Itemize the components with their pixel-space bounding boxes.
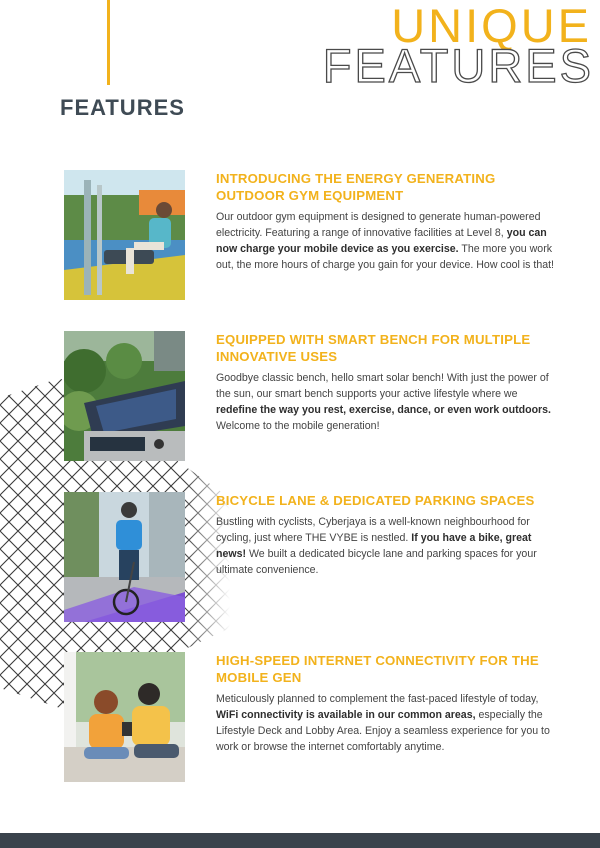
title-features-outline: FEATURES — [322, 39, 594, 92]
section-heading: FEATURES — [60, 95, 185, 120]
feature-title: BICYCLE LANE & DEDICATED PARKING SPACES — [216, 493, 535, 508]
cyclist-photo — [64, 492, 185, 622]
accent-vertical-line — [107, 0, 110, 85]
couple-with-phone-photo — [64, 652, 185, 782]
title-unique: UNIQUE — [391, 0, 592, 52]
feature-description: Bustling with cyclists, Cyberjaya is a well-known neighbourhood for cycling, just where THE VYBE is nestled. If you have a bike, great news! We built a dedicated bicycle lane and parking spaces for your ultimate convenience. — [216, 516, 537, 576]
outdoor-gym-photo — [64, 170, 185, 300]
smart-bench-photo — [64, 331, 185, 461]
feature-title: HIGH-SPEED INTERNET CONNECTIVITY FOR THE MOBILE GEN — [216, 653, 539, 685]
feature-description: Goodbye classic bench, hello smart solar bench! With just the power of the sun, our smart bench supports your active lifestyle where we redefine the way you rest, exercise, dance, or even work outdoors. Welcome to the mobile generation! — [216, 372, 551, 432]
feature-description: Meticulously planned to complement the fast-paced lifestyle of today, WiFi connectivity is available in our common areas, especially the Lifestyle Deck and Lobby Area. Enjoy a seamless experience for you to work or browse the internet comfortably anytime. — [216, 693, 550, 753]
feature-description: Our outdoor gym equipment is designed to generate human-powered electricity. Featuring a range of innovative facilities at Level 8, you can now charge your mobile device as you exercise. The more you work out, the more hours of charge you gain for your device. How cool is that! — [216, 211, 555, 271]
footer-bar — [0, 833, 600, 848]
feature-title: EQUIPPED WITH SMART BENCH FOR MULTIPLE INNOVATIVE USES — [216, 332, 531, 364]
feature-title: INTRODUCING THE ENERGY GENERATING OUTDOOR GYM EQUIPMENT — [216, 171, 496, 203]
